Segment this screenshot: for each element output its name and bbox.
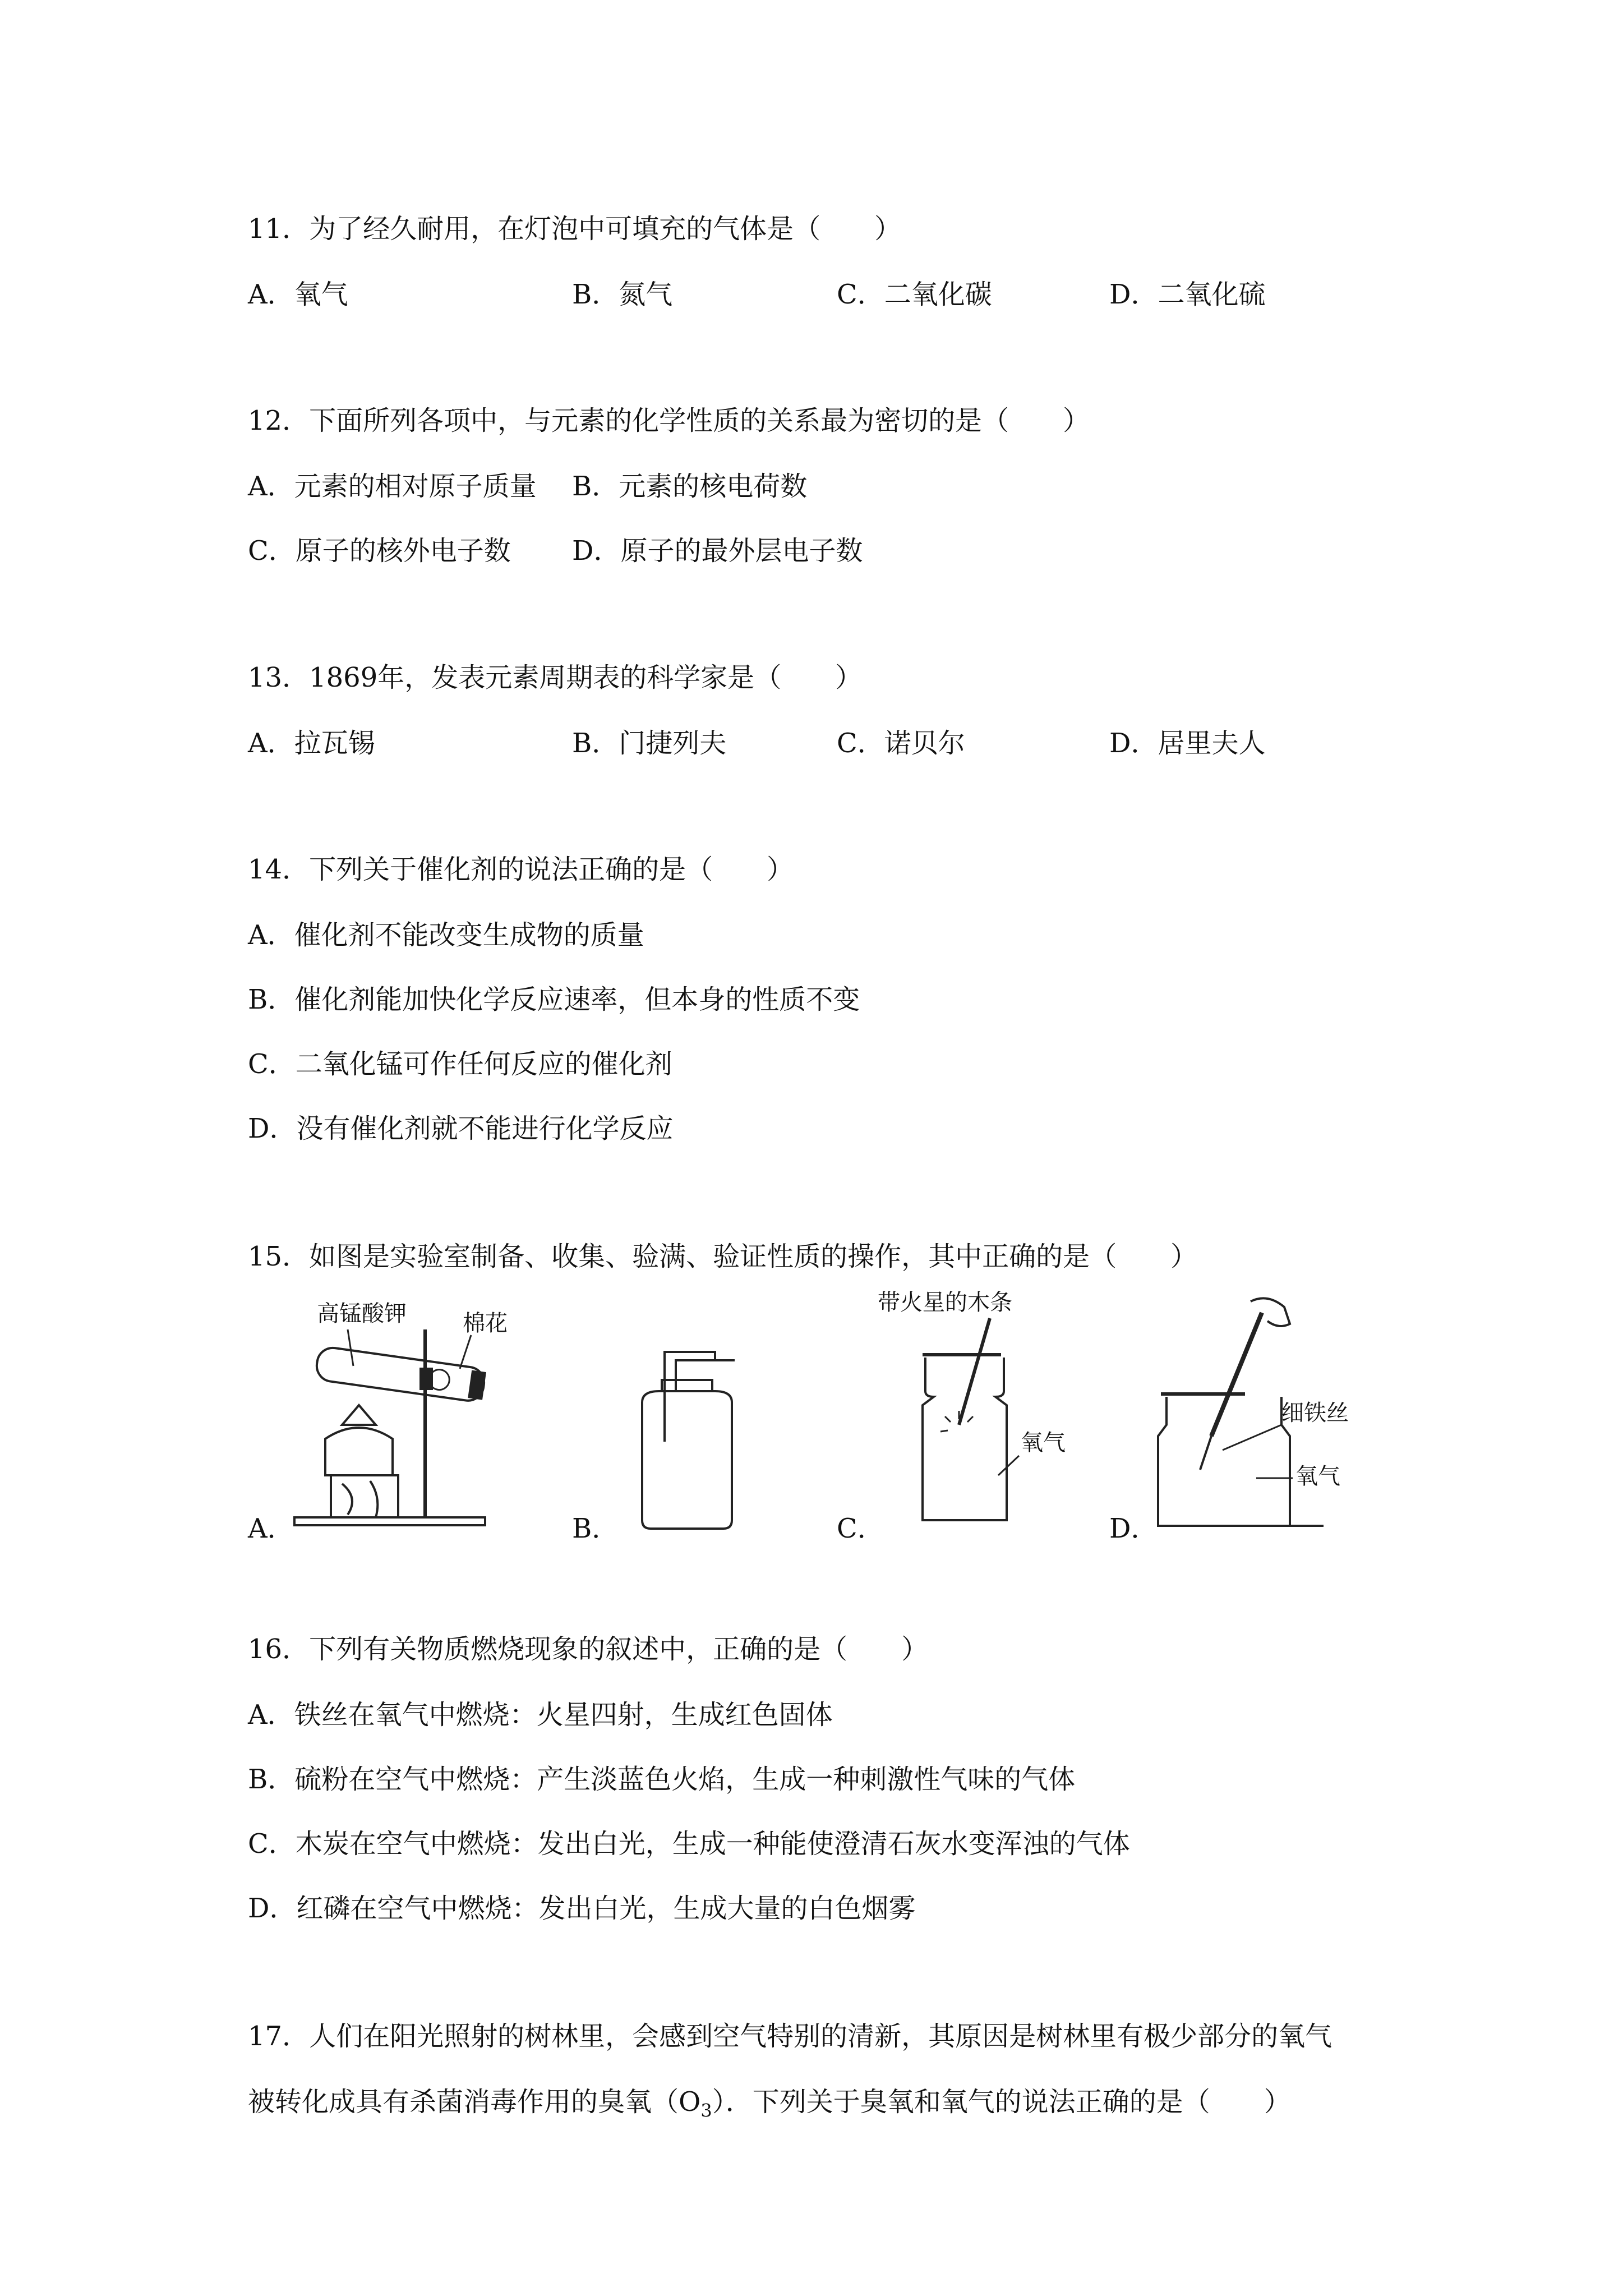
question-12-stem: 12．下面所列各项中，与元素的化学性质的关系最为密切的是（ ） (248, 405, 1090, 436)
question-16-stem: 16．下列有关物质燃烧现象的叙述中，正确的是（ ） (248, 1634, 929, 1665)
figure-b-collection-bottle (631, 1346, 743, 1531)
question-14-stem: 14．下列关于催化剂的说法正确的是（ ） (248, 854, 794, 885)
question-17-stem-line-2-pre: 被转化成具有杀菌消毒作用的臭氧（O (248, 2086, 701, 2118)
question-16-option-d: D．红磷在空气中燃烧：发出白光，生成大量的白色烟雾 (248, 1893, 916, 1924)
figure-a-kmno4-label: 高锰酸钾 (317, 1301, 407, 1327)
question-15-stem: 15．如图是实验室制备、收集、验满、验证性质的操作，其中正确的是（ ） (248, 1241, 1198, 1272)
question-16-option-b: B．硫粉在空气中燃烧：产生淡蓝色火焰，生成一种刺激性气味的气体 (248, 1764, 1076, 1795)
figure-a-cotton-label: 棉花 (463, 1310, 508, 1336)
question-14-option-a: A．催化剂不能改变生成物的质量 (248, 919, 644, 951)
figure-a-heating-apparatus (292, 1296, 508, 1531)
question-11-option-b: B．氮气 (572, 279, 673, 310)
question-14-option-d: D．没有催化剂就不能进行化学反应 (248, 1113, 674, 1144)
question-14-option-b: B．催化剂能加快化学反应速率，但本身的性质不变 (248, 984, 860, 1015)
question-11-option-d: D．二氧化硫 (1109, 279, 1266, 310)
question-11-stem: 11．为了经久耐用，在灯泡中可填充的气体是（ ） (248, 213, 902, 245)
question-13-stem: 13．1869年，发表元素周期表的科学家是（ ） (248, 662, 863, 693)
question-12-option-b: B．元素的核电荷数 (572, 471, 808, 502)
figure-d-oxygen-label: 氧气 (1295, 1464, 1340, 1489)
question-15-option-c: C． (837, 1513, 884, 1544)
question-15-option-a: A． (248, 1513, 294, 1544)
question-12-option-a: A．元素的相对原子质量 (248, 471, 537, 502)
question-17-stem-line-2 (248, 2085, 1291, 2128)
question-13-option-d: D．居里夫人 (1109, 728, 1266, 759)
question-12-option-d: D．原子的最外层电子数 (572, 535, 863, 567)
figure-c-glowing-splint-test (872, 1285, 1085, 1531)
question-11-option-c: C．二氧化碳 (837, 279, 992, 310)
question-12-option-c: C．原子的核外电子数 (248, 535, 511, 567)
figure-d-wire-label: 细铁丝 (1281, 1400, 1349, 1426)
question-16-option-a: A．铁丝在氧气中燃烧：火星四射，生成红色固体 (248, 1699, 833, 1731)
figure-d-iron-wire-burning (1155, 1290, 1391, 1531)
question-13-option-c: C．诺贝尔 (837, 728, 965, 759)
question-17-stem-line-2-post: ）．下列关于臭氧和氧气的说法正确的是（ ） (712, 2086, 1291, 2118)
question-16-option-c: C．木炭在空气中燃烧：发出白光，生成一种能使澄清石灰水变浑浊的气体 (248, 1828, 1130, 1860)
question-15-option-d: D． (1109, 1513, 1158, 1544)
ozone-subscript: 3 (700, 2100, 712, 2122)
question-14-option-c: C．二氧化锰可作任何反应的催化剂 (248, 1048, 672, 1080)
question-13-option-b: B．门捷列夫 (572, 728, 727, 759)
figure-c-splint-label: 带火星的木条 (878, 1290, 1012, 1315)
question-11-option-a: A．氧气 (248, 279, 348, 310)
question-15-option-b: B． (572, 1513, 619, 1544)
question-17-stem-line-1: 17．人们在阳光照射的树林里，会感到空气特别的清新，其原因是树林里有极少部分的氧气 (248, 2021, 1332, 2052)
figure-c-oxygen-label: 氧气 (1021, 1430, 1066, 1456)
question-13-option-a: A．拉瓦锡 (248, 728, 375, 759)
